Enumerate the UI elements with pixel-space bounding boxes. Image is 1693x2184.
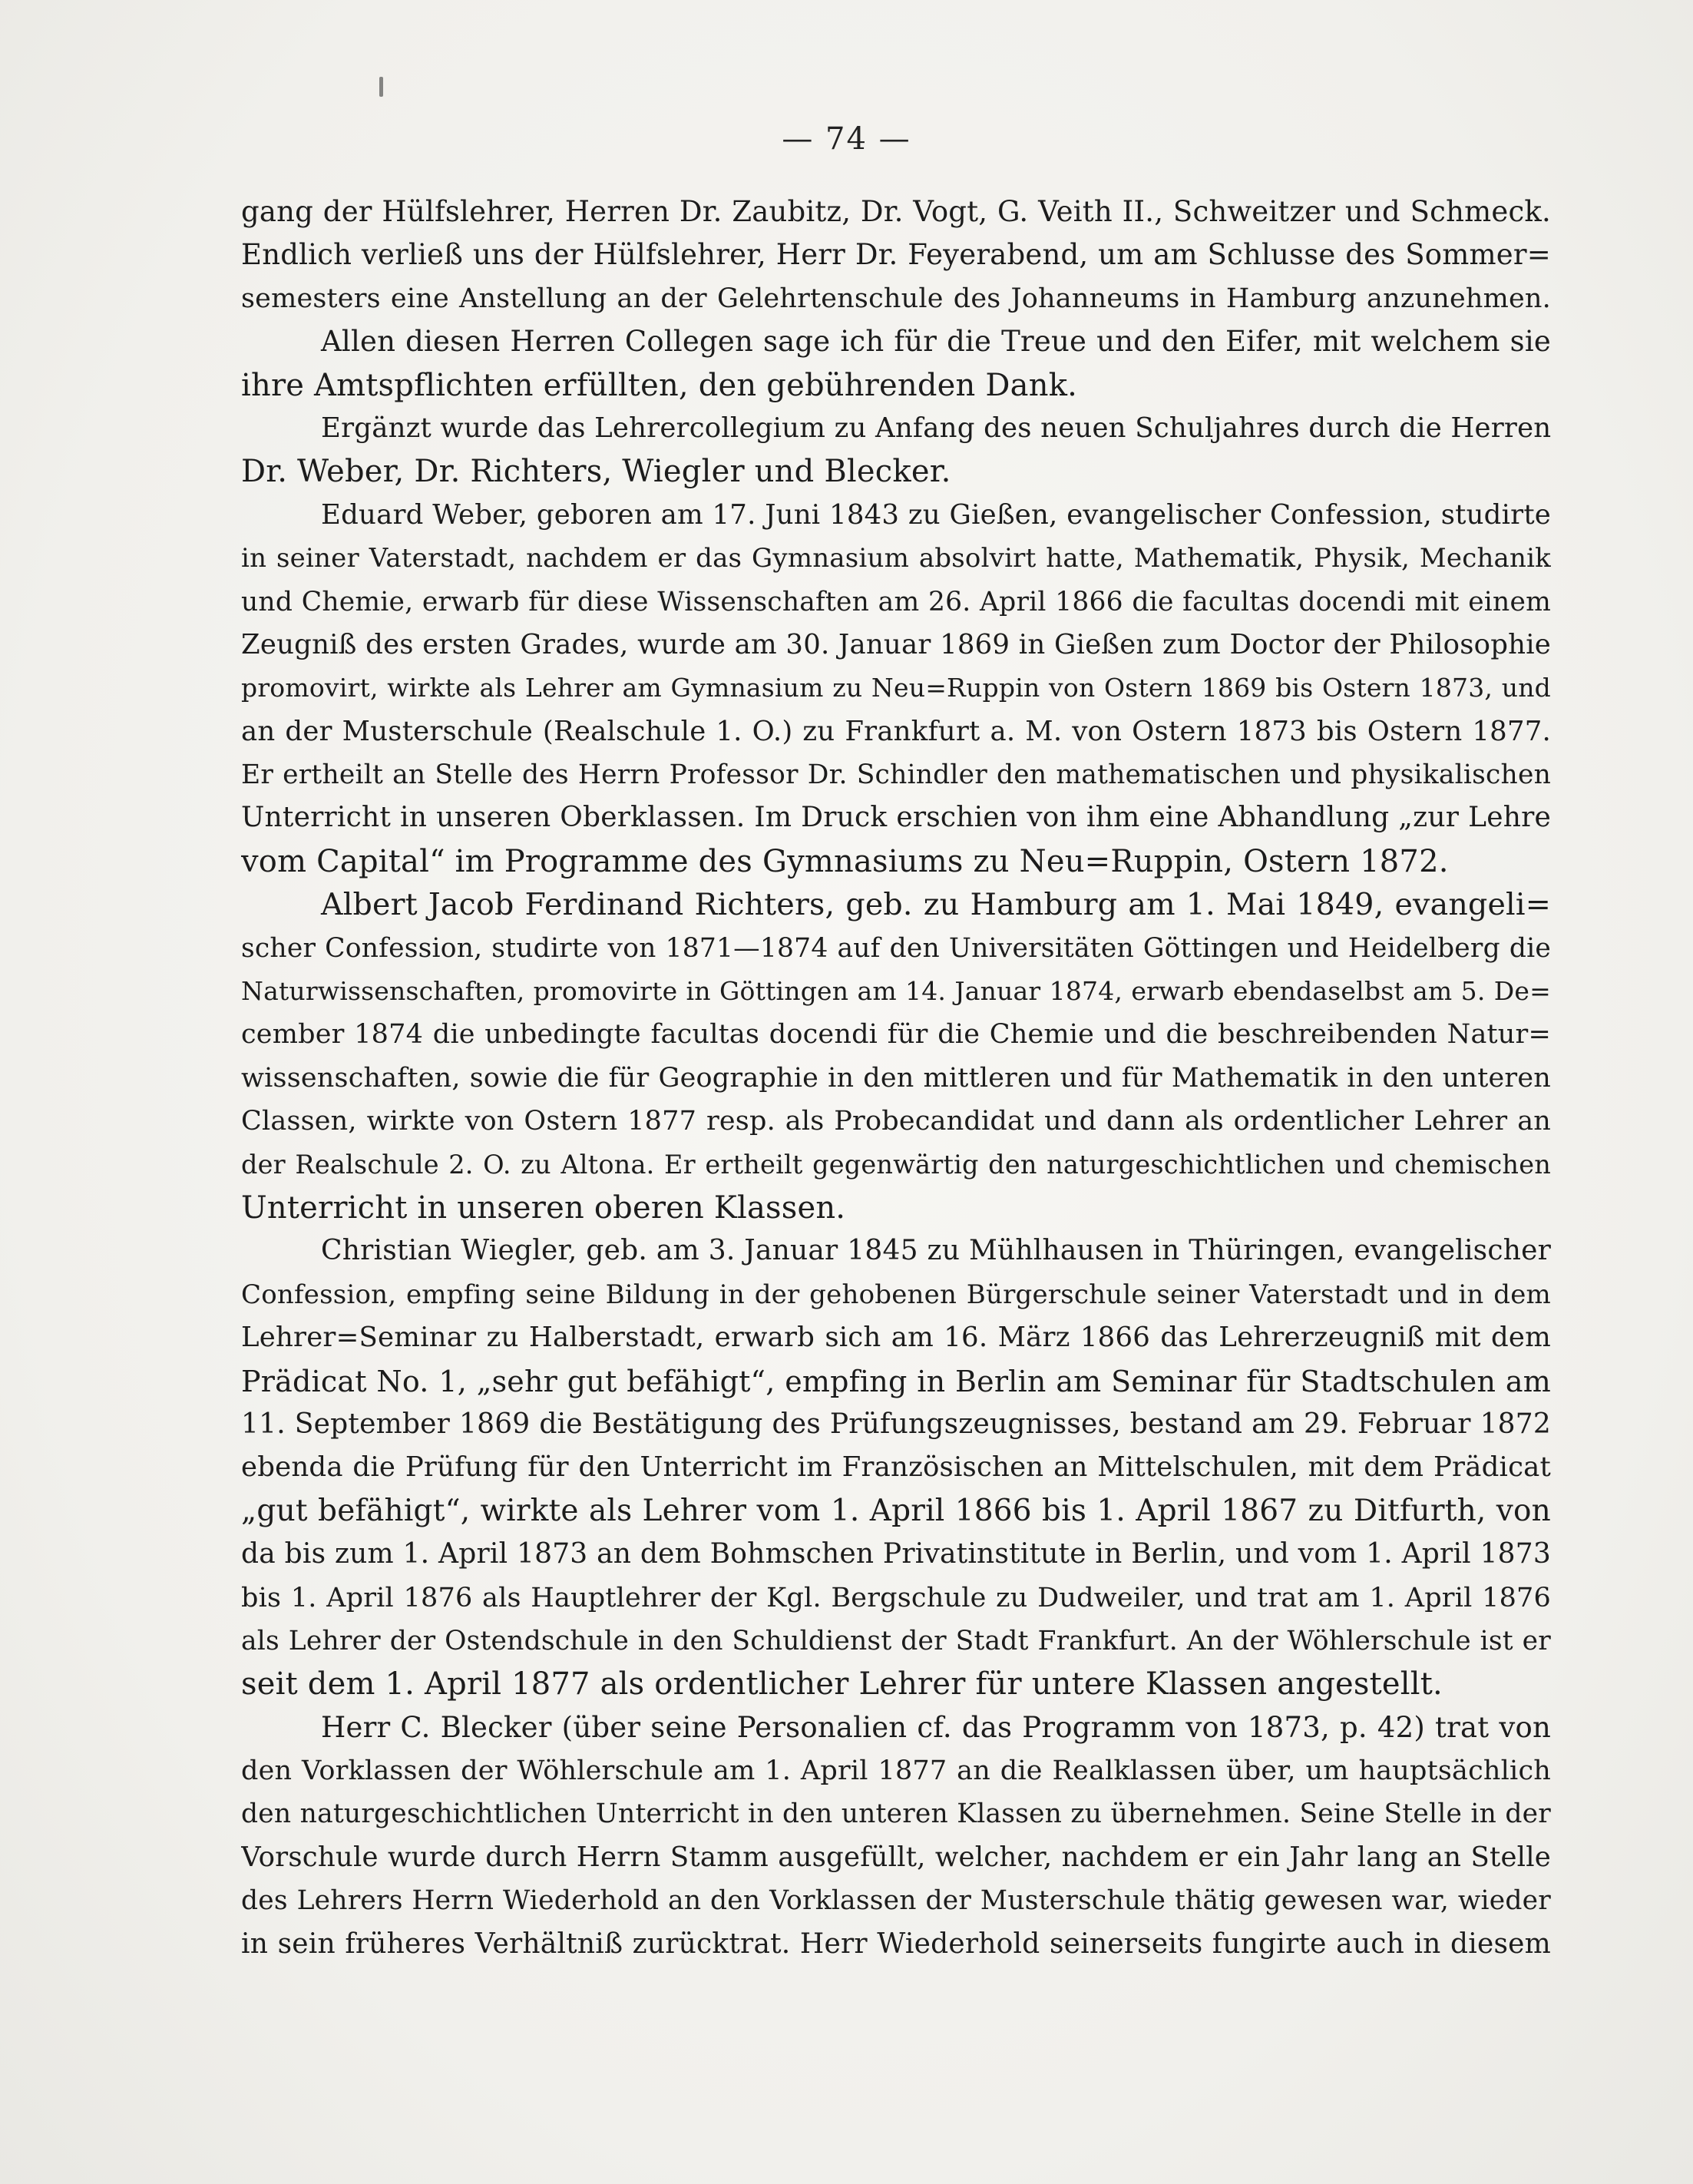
text-line: semesters eine Anstellung an der Gelehrtenschule des Johanneums in Hamburg anzunehmen. xyxy=(241,283,1551,314)
text-line: cember 1874 die unbedingte facultas docendi für die Chemie und die beschreibenden Natur= xyxy=(241,1019,1551,1051)
text-line: Christian Wiegler, geb. am 3. Januar 1845 zu Mühlhausen in Thüringen, evangelischer xyxy=(321,1235,1551,1267)
text-line: den Vorklassen der Wöhlerschule am 1. April 1877 an die Realklassen über, um hauptsächlich xyxy=(241,1755,1551,1787)
text-line: Vorschule wurde durch Herrn Stamm ausgefüllt, welcher, nachdem er ein Jahr lang an Stelle xyxy=(241,1841,1551,1873)
page-number: — 74 — xyxy=(782,121,911,157)
text-line: seit dem 1. April 1877 als ordentlicher Lehrer für untere Klassen angestellt. xyxy=(241,1666,1443,1703)
text-line: Naturwissenschaften, promovirte in Göttingen am 14. Januar 1874, erwarb ebendaselbst am 5. De= xyxy=(241,976,1551,1007)
body-text xyxy=(241,190,1551,1966)
text-line: bis 1. April 1876 als Hauptlehrer der Kgl. Bergschule zu Dudweiler, und trat am 1. April 1876 xyxy=(241,1582,1551,1613)
text-line: Prädicat No. 1, „sehr gut befähigt“, empfing in Berlin am Seminar für Stadtschulen am xyxy=(241,1364,1551,1398)
text-line: Eduard Weber, geboren am 17. Juni 1843 zu Gießen, evangelischer Confession, studirte xyxy=(321,498,1551,531)
text-line: Unterricht in unseren oberen Klassen. xyxy=(241,1190,846,1226)
text-line: den naturgeschichtlichen Unterricht in den unteren Klassen zu übernehmen. Seine Stelle in der xyxy=(241,1798,1551,1830)
text-line: Unterricht in unseren Oberklassen. Im Druck erschien von ihm eine Abhandlung „zur Lehre xyxy=(241,802,1551,834)
text-line: Zeugniß des ersten Grades, wurde am 30. Januar 1869 in Gießen zum Doctor der Philosophie xyxy=(241,628,1551,660)
text-line: 11. September 1869 die Bestätigung des Prüfungszeugnisses, bestand am 29. Februar 1872 xyxy=(241,1408,1551,1440)
text-line: scher Confession, studirte von 1871—1874 auf den Universitäten Göttingen und Heidelberg die xyxy=(241,932,1551,964)
print-speck xyxy=(379,77,383,97)
text-line: gang der Hülfslehrer, Herren Dr. Zaubitz, Dr. Vogt, G. Veith II., Schweitzer und Schmeck. xyxy=(241,195,1551,228)
text-line: wissenschaften, sowie die für Geographie in den mittleren und für Mathematik in den unteren xyxy=(241,1062,1551,1094)
text-line: vom Capital“ im Programme des Gymnasiums zu Neu=Ruppin, Ostern 1872. xyxy=(241,843,1449,879)
text-line: Allen diesen Herren Collegen sage ich für die Treue und den Eifer, mit welchem sie xyxy=(321,325,1551,359)
text-line: Er ertheilt an Stelle des Herrn Professor Dr. Schindler den mathematischen und physikalischen xyxy=(241,759,1551,791)
text-line: ihre Amtspflichten erfüllten, den gebührenden Dank. xyxy=(241,367,1078,403)
text-line: Albert Jacob Ferdinand Richters, geb. zu Hamburg am 1. Mai 1849, evangeli= xyxy=(321,887,1551,923)
text-line: in sein früheres Verhältniß zurücktrat. Herr Wiederhold seinerseits fungirte auch in diesem xyxy=(241,1928,1551,1960)
text-line: an der Musterschule (Realschule 1. O.) zu Frankfurt a. M. von Ostern 1873 bis Ostern 1877. xyxy=(241,715,1551,747)
text-line: „gut befähigt“, wirkte als Lehrer vom 1. April 1866 bis 1. April 1867 zu Ditfurth, von xyxy=(241,1493,1551,1528)
text-line: Endlich verließ uns der Hülfslehrer, Herr Dr. Feyerabend, um am Schlusse des Sommer= xyxy=(241,238,1551,272)
text-line: Dr. Weber, Dr. Richters, Wiegler und Blecker. xyxy=(241,454,951,490)
text-line: Confession, empfing seine Bildung in der gehobenen Bürgerschule seiner Vaterstadt und in dem xyxy=(241,1279,1551,1310)
text-line: in seiner Vaterstadt, nachdem er das Gymnasium absolvirt hatte, Mathematik, Physik, Mechanik xyxy=(241,543,1551,574)
text-line: und Chemie, erwarb für diese Wissenschaften am 26. April 1866 die facultas docendi mit einem xyxy=(241,586,1551,617)
text-line: Lehrer=Seminar zu Halberstadt, erwarb sich am 16. März 1866 das Lehrerzeugniß mit dem xyxy=(241,1322,1551,1354)
text-line: ebenda die Prüfung für den Unterricht im Französischen an Mittelschulen, mit dem Prädicat xyxy=(241,1451,1551,1484)
text-line: Classen, wirkte von Ostern 1877 resp. als Probecandidat und dann als ordentlicher Lehrer an xyxy=(241,1106,1551,1137)
text-line: da bis zum 1. April 1873 an dem Bohmschen Privatinstitute in Berlin, und vom 1. April 1873 xyxy=(241,1538,1551,1570)
text-line: als Lehrer der Ostendschule in den Schuldienst der Stadt Frankfurt. An der Wöhlerschule ist er xyxy=(241,1625,1551,1656)
text-line: der Realschule 2. O. zu Altona. Er ertheilt gegenwärtig den naturgeschichtlichen und chemischen xyxy=(241,1149,1551,1180)
text-line: des Lehrers Herrn Wiederhold an den Vorklassen der Musterschule thätig gewesen war, wieder xyxy=(241,1885,1551,1917)
text-line: Ergänzt wurde das Lehrercollegium zu Anfang des neuen Schuljahres durch die Herren xyxy=(321,412,1551,444)
text-line: promovirt, wirkte als Lehrer am Gymnasium zu Neu=Ruppin von Ostern 1869 bis Ostern 1873, und xyxy=(241,673,1551,703)
text-line: Herr C. Blecker (über seine Personalien cf. das Programm von 1873, p. 42) trat von xyxy=(321,1710,1551,1744)
